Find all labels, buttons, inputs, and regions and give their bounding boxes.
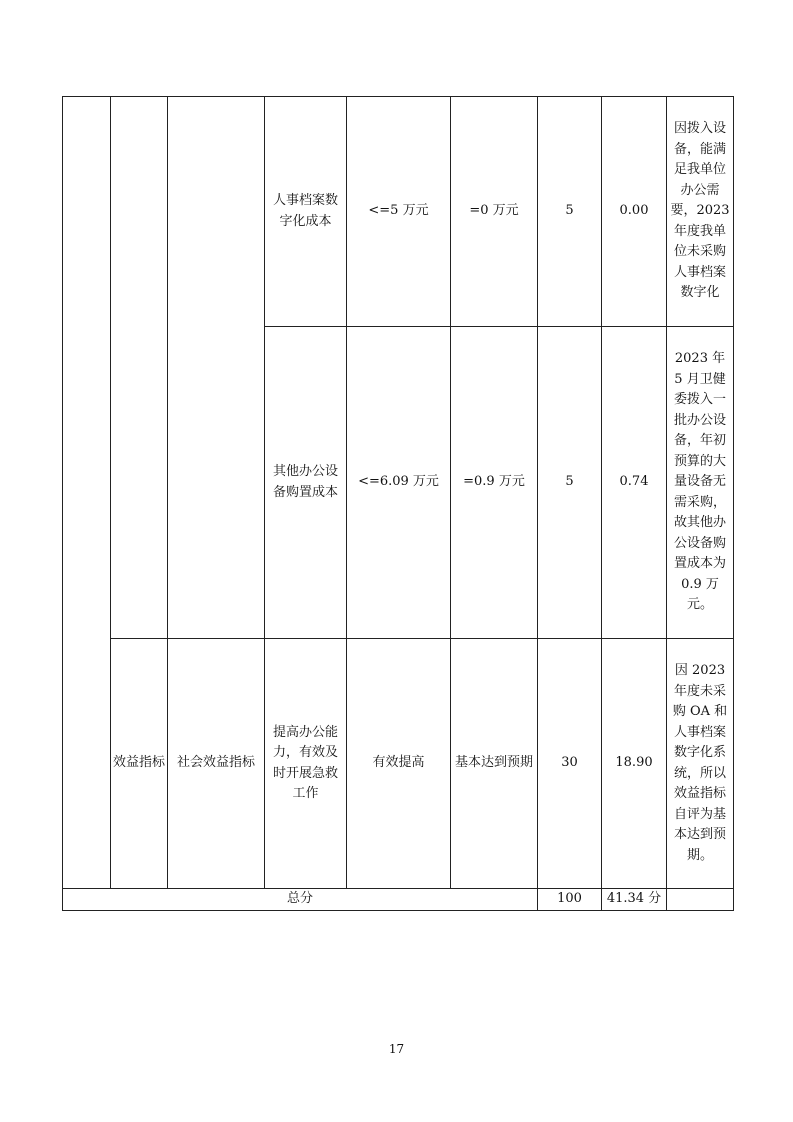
actual-value-cell: =0.9 万元 xyxy=(451,327,538,639)
level1-category-cell xyxy=(63,97,111,889)
score-cell: 0.74 xyxy=(602,327,667,639)
actual-value-cell: 基本达到预期 xyxy=(451,639,538,889)
target-value-cell: <=5 万元 xyxy=(347,97,451,327)
actual-value-cell: =0 万元 xyxy=(451,97,538,327)
weight-cell: 5 xyxy=(538,97,602,327)
indicator-cell: 人事档案数字化成本 xyxy=(265,97,347,327)
total-row xyxy=(63,889,734,911)
indicator-cell: 其他办公设备购置成本 xyxy=(265,327,347,639)
total-note-cell xyxy=(667,889,734,911)
indicator-cell: 提高办公能力，有效及时开展急救工作 xyxy=(265,639,347,889)
weight-cell: 5 xyxy=(538,327,602,639)
table-row xyxy=(63,639,734,889)
score-cell: 0.00 xyxy=(602,97,667,327)
deviation-note-cell: 因 2023 年度未采购 OA 和人事档案数字化系统，所以效益指标自评为基本达到预期。 xyxy=(667,639,734,889)
level3-category-cell xyxy=(168,97,265,639)
target-value-cell: 有效提高 xyxy=(347,639,451,889)
level2-category-cell xyxy=(111,97,168,639)
performance-evaluation-table xyxy=(62,96,734,911)
total-score-cell: 41.34 分 xyxy=(602,889,667,911)
table-row xyxy=(63,97,734,327)
page-number: 17 xyxy=(388,1042,405,1056)
total-label-cell: 总分 xyxy=(63,889,538,911)
deviation-note-cell: 2023 年 5 月卫健委拨入一批办公设备，年初预算的大量设备无需采购，故其他办公设备购置成本为 0.9 万元。 xyxy=(667,327,734,639)
deviation-note-cell: 因拨入设备，能满足我单位办公需要，2023 年度我单位未采购人事档案数字化 xyxy=(667,97,734,327)
weight-cell: 30 xyxy=(538,639,602,889)
score-cell: 18.90 xyxy=(602,639,667,889)
total-weight-cell: 100 xyxy=(538,889,602,911)
level3-category-cell: 社会效益指标 xyxy=(168,639,265,889)
target-value-cell: <=6.09 万元 xyxy=(347,327,451,639)
level2-category-cell: 效益指标 xyxy=(111,639,168,889)
